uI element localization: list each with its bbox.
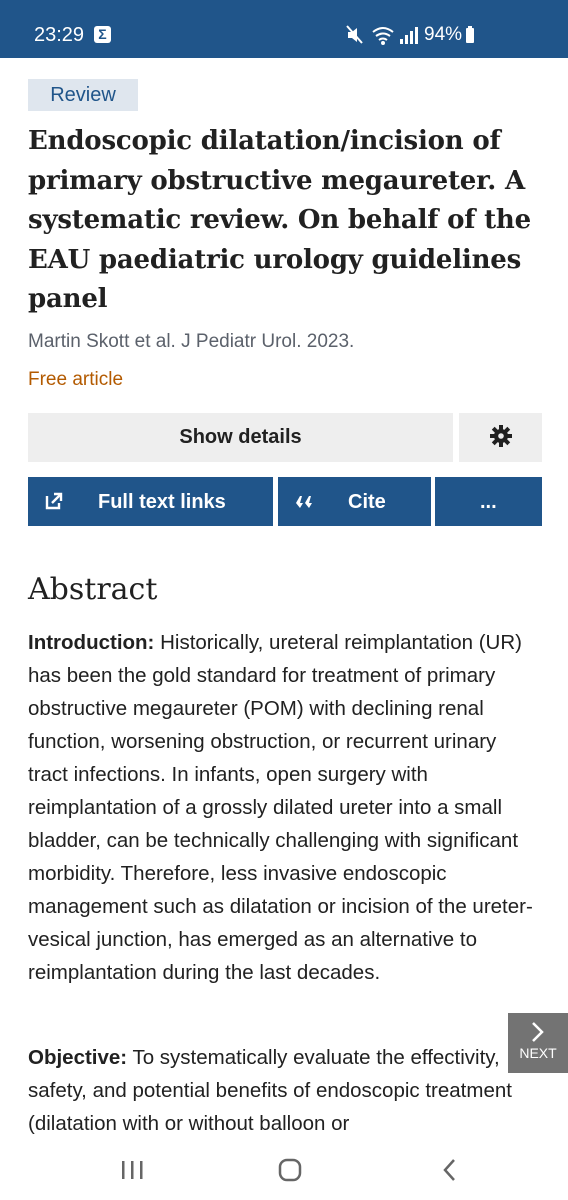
chevron-right-icon xyxy=(530,1021,546,1043)
full-text-links-button[interactable] xyxy=(28,477,273,526)
status-icons xyxy=(346,24,421,46)
abstract-objective xyxy=(28,1041,538,1140)
full-text-links-label: Full text links xyxy=(98,491,226,513)
signal-icon xyxy=(400,27,418,44)
mute-icon xyxy=(347,26,362,43)
wifi-icon xyxy=(373,28,393,44)
next-label: NEXT xyxy=(519,1045,557,1061)
article-type-badge: Review xyxy=(28,79,138,111)
abstract-heading: Abstract xyxy=(28,572,158,607)
show-details-button[interactable]: Show details xyxy=(28,413,453,462)
article-title: Endoscopic dilatation/incision of primary obstructive megaureter. A systematic review. On behalf of the EAU paediatric urology guidelines panel xyxy=(28,126,531,314)
introduction-text: Historically, ureteral reimplantation (UR) has been the gold standard for treatment of primary obstructive megaureter (POM) with declining renal function, worsening obstruction, or recurrent urinary tract infections. In infants, open surgery with reimplantation of a grossly dilated ureter into a small bladder, can be technically challenging with significant morbidity. Therefore, less invasive endoscopic management such as dilatation or incision of the ureter-vesical junction, has emerged as an alternative to reimplantation during the last decades. xyxy=(28,631,533,984)
status-time: 23:29 xyxy=(34,24,85,46)
next-button[interactable] xyxy=(508,1013,568,1073)
recents-icon xyxy=(112,1155,152,1185)
battery-icon xyxy=(466,28,474,43)
free-article-label: Free article xyxy=(28,369,124,390)
more-actions-label: ... xyxy=(480,491,497,513)
back-icon xyxy=(430,1155,470,1185)
objective-text: To systematically evaluate the effectivity, safety, and potential benefits of endoscopic treatment (dilatation with or without balloon or xyxy=(28,1046,512,1135)
introduction-label: Introduction: xyxy=(28,631,155,654)
cite-button[interactable] xyxy=(278,477,431,526)
objective-label: Objective: xyxy=(28,1046,128,1069)
more-actions-button[interactable] xyxy=(435,477,542,526)
article-citation[interactable]: Martin Skott et al. J Pediatr Urol. 2023. xyxy=(28,331,355,352)
quote-icon xyxy=(295,495,315,509)
status-bar xyxy=(0,0,568,58)
external-link-icon xyxy=(44,491,64,511)
home-button[interactable] xyxy=(264,1154,304,1184)
home-icon xyxy=(270,1155,310,1185)
recents-button[interactable] xyxy=(106,1154,146,1184)
battery-percent: 94% xyxy=(424,24,463,45)
back-button[interactable] xyxy=(424,1154,464,1184)
gear-icon xyxy=(489,424,513,448)
settings-button[interactable] xyxy=(459,413,542,462)
abstract-introduction xyxy=(28,626,538,989)
app-notification-icon: Σ xyxy=(94,26,111,43)
cite-label: Cite xyxy=(348,491,386,513)
system-navigation-bar xyxy=(0,1142,568,1200)
